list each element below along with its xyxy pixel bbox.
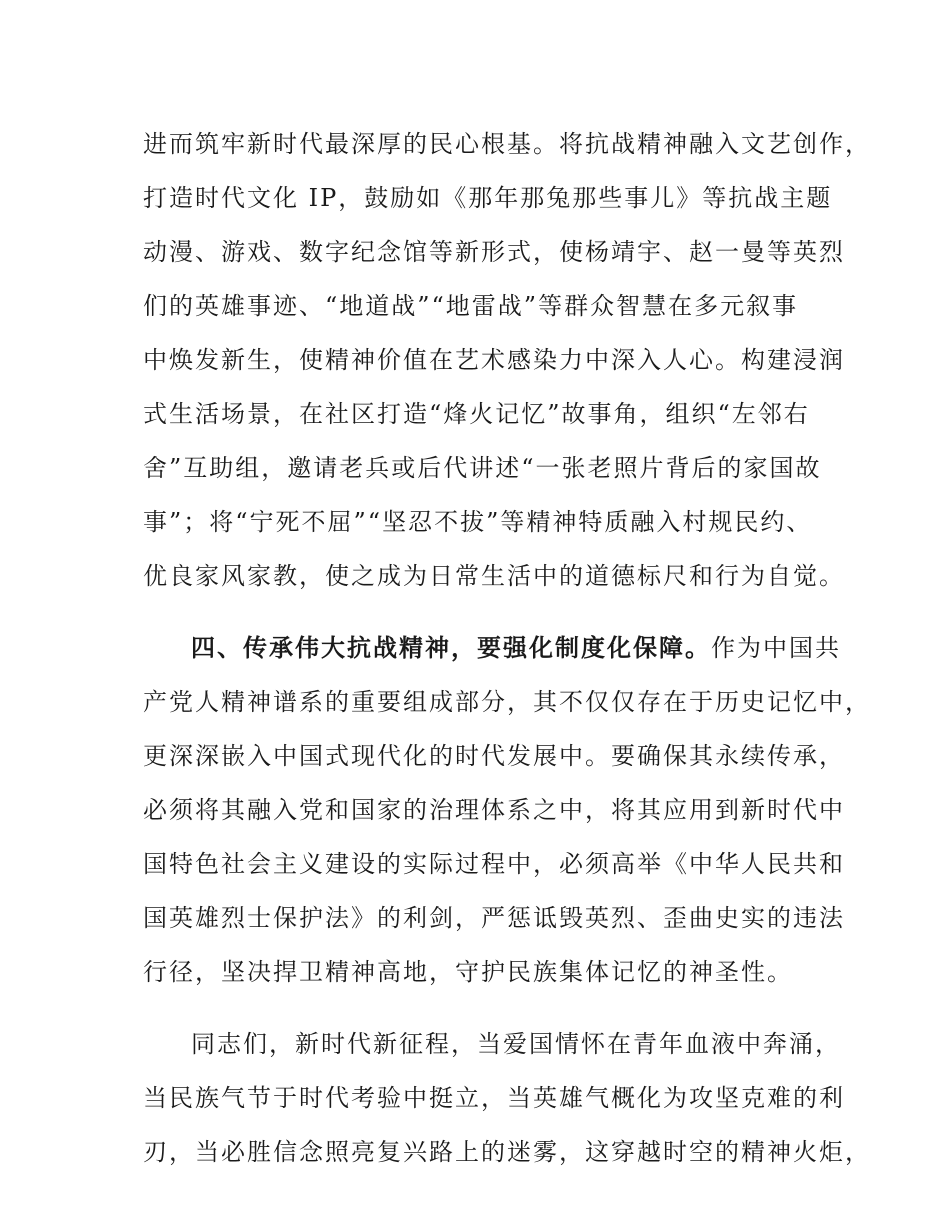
text-line: 行径，坚决捍卫精神高地，守护民族集体记忆的神圣性。 bbox=[143, 958, 793, 986]
text-line: 们的英雄事迹、“地道战”“地雷战”等群众智慧在多元叙事 bbox=[143, 292, 799, 320]
heading-tail-text: 作为中国共 bbox=[711, 634, 841, 662]
text-line: 优良家风家教，使之成为日常生活中的道德标尺和行为自觉。 bbox=[143, 562, 845, 590]
text-line: 舍”互助组，邀请老兵或后代讲述“一张老照片背后的家国故 bbox=[143, 454, 822, 482]
text-line: 国特色社会主义建设的实际过程中，必须高举《中华人民共和 bbox=[143, 850, 845, 878]
text-line: 式生活场景，在社区打造“烽火记忆”故事角，组织“左邻右 bbox=[143, 400, 810, 428]
text-line: 国英雄烈士保护法》的利剑，严惩诋毁英烈、歪曲史实的违法 bbox=[143, 904, 845, 932]
text-line: 更深深嵌入中国式现代化的时代发展中。要确保其永续传承， bbox=[143, 742, 845, 770]
text-line: 中焕发新生，使精神价值在艺术感染力中深入人心。构建浸润 bbox=[143, 346, 845, 374]
text-line: 刃，当必胜信念照亮复兴路上的迷雾，这穿越时空的精神火炬， bbox=[143, 1138, 871, 1166]
text-line: 产党人精神谱系的重要组成部分，其不仅仅存在于历史记忆中， bbox=[143, 688, 871, 716]
text-line: 动漫、游戏、数字纪念馆等新形式，使杨靖宇、赵一曼等英烈 bbox=[143, 238, 845, 266]
text-line: 当民族气节于时代考验中挺立，当英雄气概化为攻坚克难的利 bbox=[143, 1084, 845, 1112]
text-line: 进而筑牢新时代最深厚的民心根基。将抗战精神融入文艺创作， bbox=[143, 130, 871, 158]
section-heading: 四、传承伟大抗战精神，要强化制度化保障。 bbox=[191, 633, 711, 662]
text-line: 同志们，新时代新征程，当爱国情怀在青年血液中奔涌， bbox=[191, 1030, 841, 1058]
text-line: 打造时代文化 IP，鼓励如《那年那兔那些事儿》等抗战主题 bbox=[143, 184, 833, 212]
text-line: 必须将其融入党和国家的治理体系之中，将其应用到新时代中 bbox=[143, 796, 845, 824]
text-line: 事”；将“宁死不屈”“坚忍不拔”等精神特质融入村规民约、 bbox=[143, 508, 813, 536]
section-heading-line bbox=[191, 633, 841, 663]
